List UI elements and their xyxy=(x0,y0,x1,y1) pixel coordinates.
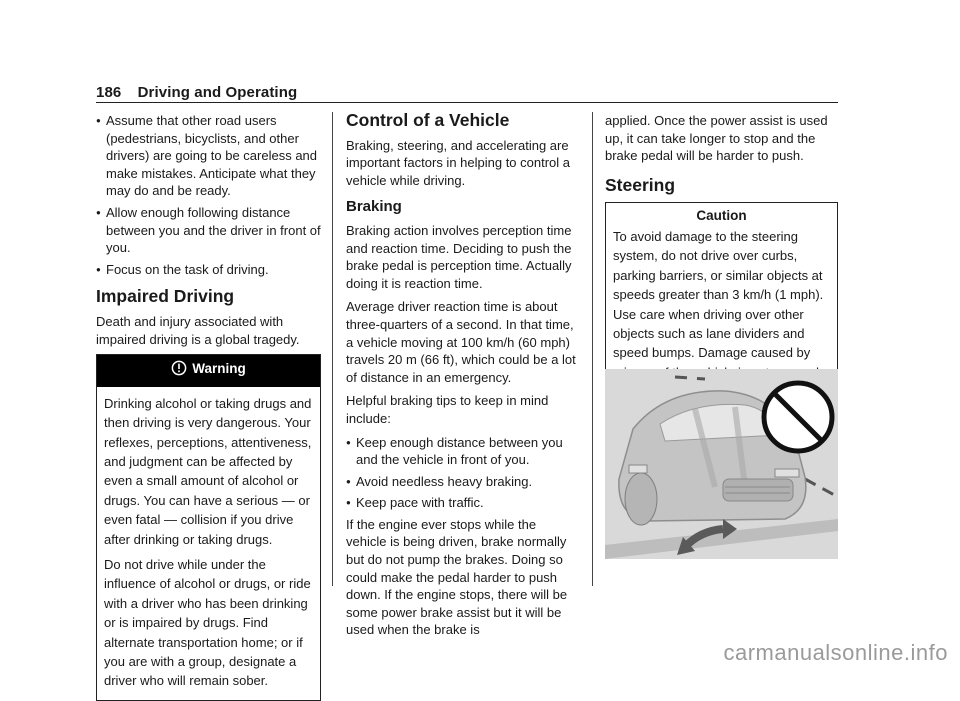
warning-paragraph: Drinking alcohol or taking drugs and then driving is very dangerous. Your reflexes, perceptions, attentiveness, and judgment can be affected by even a small amount of alcohol or drugs. You can have a serious — or even fatal — collision if you drive after drinking or taking drugs. xyxy=(104,395,312,547)
braking-paragraph: Braking action involves perception time and reaction time. Deciding to push the brake pedal is perception time. Actually doing it is reaction time. xyxy=(346,222,572,291)
warning-header xyxy=(97,355,320,387)
column-3 xyxy=(605,112,838,411)
impaired-driving-intro: Death and injury associated with impaired driving is a global tragedy. xyxy=(96,313,300,347)
braking-paragraph: Average driver reaction time is about three-quarters of a second. In that time, a vehicle moving at 100 km/h (60 mph) travels 20 m (66 ft), which could be a lot of distance in an emergency. xyxy=(346,299,576,385)
continued-text: applied. Once the power assist is used up, it can take longer to stop and the brake pedal will be harder to push. xyxy=(605,113,828,164)
braking-heading: Braking xyxy=(346,198,402,216)
braking-paragraph: If the engine ever stops while the vehicle is being driven, brake normally but do not pump the brakes. Doing so could make the pedal harder to push down. If the engine stops, there will be some power brake assist but it will be used when the brake is xyxy=(346,516,568,638)
section-title: Driving and Operating xyxy=(137,84,298,101)
page-header xyxy=(96,84,838,101)
list-item: ● Keep enough distance between you and the vehicle in front of you. xyxy=(346,434,578,469)
header-rule xyxy=(96,102,838,103)
warning-title: Warning xyxy=(192,361,246,377)
steering-heading: Steering xyxy=(605,174,676,195)
impaired-driving-heading: Impaired Driving xyxy=(96,286,235,307)
warning-icon xyxy=(171,360,187,381)
caution-title: Caution xyxy=(696,208,747,224)
column-divider xyxy=(332,112,333,586)
braking-tips-list xyxy=(346,434,578,512)
list-item: ● Keep pace with traffic. xyxy=(346,494,578,512)
column-1 xyxy=(96,112,321,701)
warning-body xyxy=(97,387,320,700)
column-2 xyxy=(346,112,578,645)
list-item: ● Assume that other road users (pedestrians, bicyclists, and other drivers) are going to be careless and make mistakes. Anticipate what they may do and be ready. xyxy=(96,112,321,200)
control-heading: Control of a Vehicle xyxy=(346,110,510,130)
car-curb-illustration xyxy=(605,369,838,559)
control-text: Braking, steering, and accelerating are important factors in helping to control a vehicle while driving. xyxy=(346,137,571,188)
prohibition-icon xyxy=(764,383,832,451)
driving-tips-list xyxy=(96,112,321,278)
caution-text: To avoid damage to the steering system, do not drive over curbs, parking barriers, or similar objects at speeds greater than 3 km/h (1 mph). Use care when driving over other objects such as lane dividers and speed bumps. Damage caused by xyxy=(613,228,824,361)
list-item: ● Allow enough following distance between you and the driver in front of you. xyxy=(96,204,321,257)
list-item: ● Avoid needless heavy braking. xyxy=(346,473,578,491)
watermark: carmanualsonline.info xyxy=(723,640,948,665)
warning-box xyxy=(96,354,321,701)
list-item: ● Focus on the task of driving. xyxy=(96,261,321,279)
page-number: 186 xyxy=(96,84,122,101)
column-divider xyxy=(592,112,593,586)
braking-paragraph: Helpful braking tips to keep in mind include: xyxy=(346,393,549,426)
warning-paragraph: Do not drive while under the influence of alcohol or drugs, or ride with a driver who has been drinking or is impaired by drugs. Find alternate transportation home; or if you are with a group, designate a driver who will remain sober. xyxy=(104,556,311,689)
